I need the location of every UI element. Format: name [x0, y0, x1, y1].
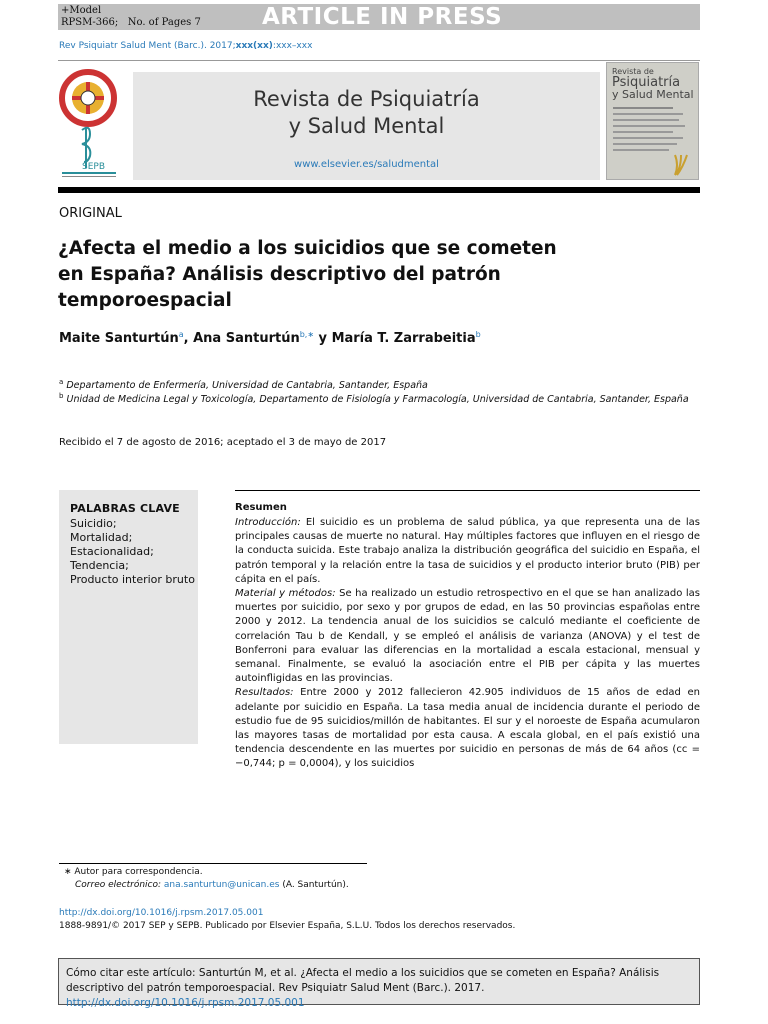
email-note: Correo electrónico: ana.santurtun@unican.es (A. Santurtún).	[75, 880, 349, 890]
doi-link[interactable]: http://dx.doi.org/10.1016/j.rpsm.2017.05.001	[59, 908, 264, 918]
keyword: Suicidio;	[70, 517, 117, 530]
header-divider	[58, 60, 700, 61]
abstract-body	[235, 516, 700, 772]
corresponding-note: ∗ Autor para correspondencia.	[64, 867, 203, 877]
author-name: María T. Zarrabeitia	[331, 331, 476, 346]
author-name: Ana Santurtún	[193, 331, 300, 346]
copyright: 1888-9891/© 2017 SEP y SEPB. Publicado por Elsevier España, S.L.U. Todos los derechos reservados.	[59, 921, 516, 931]
paper-title: ¿Afecta el medio a los suicidios que se cometen en España? Análisis descriptivo del patrón temporoespacial	[58, 238, 557, 311]
received-dates: Recibido el 7 de agosto de 2016; aceptado el 3 de mayo de 2017	[59, 437, 387, 448]
author-list: Maite Santurtún$^a$, Ana Santurtún$^{b,∗}$ y María T. Zarrabeitia$^b$	[59, 330, 481, 346]
author-affil-link[interactable]: b,∗	[299, 330, 315, 339]
journal-citation: Rev Psiquiatr Salud Ment (Barc.). 2017;xxx(xx):xxx–xxx	[59, 41, 313, 51]
email-link[interactable]: ana.santurtun@unican.es	[163, 880, 280, 890]
cover-title: Revista de Psiquiatría y Salud Mental	[612, 67, 694, 101]
how-to-cite-text: Cómo citar este artículo: Santurtún M, et al. ¿Afecta el medio a los suicidios que se cometen en España? Análisis descriptivo del patrón temporoespacial. Rev Psiquiatr Salud Ment (Barc.). 2017. http://dx.doi.org/10.1016/j.rpsm.2017.05.001	[66, 967, 660, 1009]
abstract-paragraph: Resultados: Entre 2000 y 2012 fallecieron 42.905 individuos de 15 años de edad en adelante por suicidio en España. La tasa media anual de incidencia durante el periodo de estudio fue de 95 suicidios/millón de habitantes. El sur y el noroeste de España acumularon las mayores tasas de mortalidad por esta causa. A escala global, en el país existió una tendencia descendente en las muertes por suicidio en personas de más de 64 años (cc = −0,744; p = 0,0004), y los suicidios	[235, 687, 700, 770]
footnote-rule	[59, 863, 367, 864]
abstract-rule	[235, 490, 700, 491]
svg-text:SEPB: SEPB	[82, 162, 106, 172]
abstract-paragraph: Material y métodos: Se ha realizado un estudio retrospectivo en el que se han analizado las muertes por suicidio, por sexo y por grupos de edad, en las 50 provincias españolas entre 2000 y 2012. La tendencia anual de los suicidios se calculó mediante el coeficiente de correlación Tau b de Kendall, y se empleó el análisis de varianza (ANOVA) y el test de Bonferroni para evaluar las diferencias en la mortalidad a escala estacional, mensual y semanal. Finalmente, se evaluó la asociación entre el PIB per cápita y las muertes autoinfligidas en las provincias.	[235, 588, 700, 685]
author-affil-link[interactable]: b	[475, 330, 481, 339]
banner-title: ARTICLE IN PRESS	[262, 4, 503, 30]
section-type: ORIGINAL	[59, 206, 122, 221]
keyword: Mortalidad;	[70, 531, 133, 544]
journal-title: Revista de Psiquiatría y Salud Mental	[253, 87, 480, 138]
abstract-heading: Resumen	[235, 502, 287, 513]
header-thick-rule	[58, 187, 700, 193]
keywords-list	[70, 517, 195, 587]
keyword: Tendencia;	[70, 559, 129, 572]
keyword: Estacionalidad;	[70, 545, 154, 558]
banner-code-pages: RPSM-366; No. of Pages 7	[61, 17, 201, 28]
journal-url[interactable]: www.elsevier.es/saludmental	[294, 159, 439, 170]
keywords-title: PALABRAS CLAVE	[70, 502, 180, 515]
cite-doi-link[interactable]: http://dx.doi.org/10.1016/j.rpsm.2017.05.001	[66, 997, 305, 1009]
abstract-paragraph: Introducción: El suicidio es un problema de salud pública, ya que representa una de las principales causas de muerte no natural. Hay múltiples factores que influyen en el riesgo de la conducta suicida. Este trabajo analiza la distribución geográfica del suicidio en España, el patrón temporal y la relación entre la tasa de suicidios y el producto interior bruto (PIB) per cápita en el país.	[235, 517, 700, 585]
author-name: Maite Santurtún	[59, 331, 179, 346]
banner-meta	[61, 5, 201, 29]
affiliation-b: $^b$ Unidad de Medicina Legal y Toxicología, Departamento de Fisiología y Farmacología, Universidad de Cantabria, Santander, España	[59, 392, 689, 406]
society-logo	[58, 68, 120, 182]
banner-model: +Model	[61, 5, 102, 16]
author-affil-link[interactable]: a	[178, 330, 184, 339]
keyword: Producto interior bruto	[70, 573, 195, 586]
affiliation-a: $^a$ Departamento de Enfermería, Universidad de Cantabria, Santander, España	[59, 378, 428, 392]
